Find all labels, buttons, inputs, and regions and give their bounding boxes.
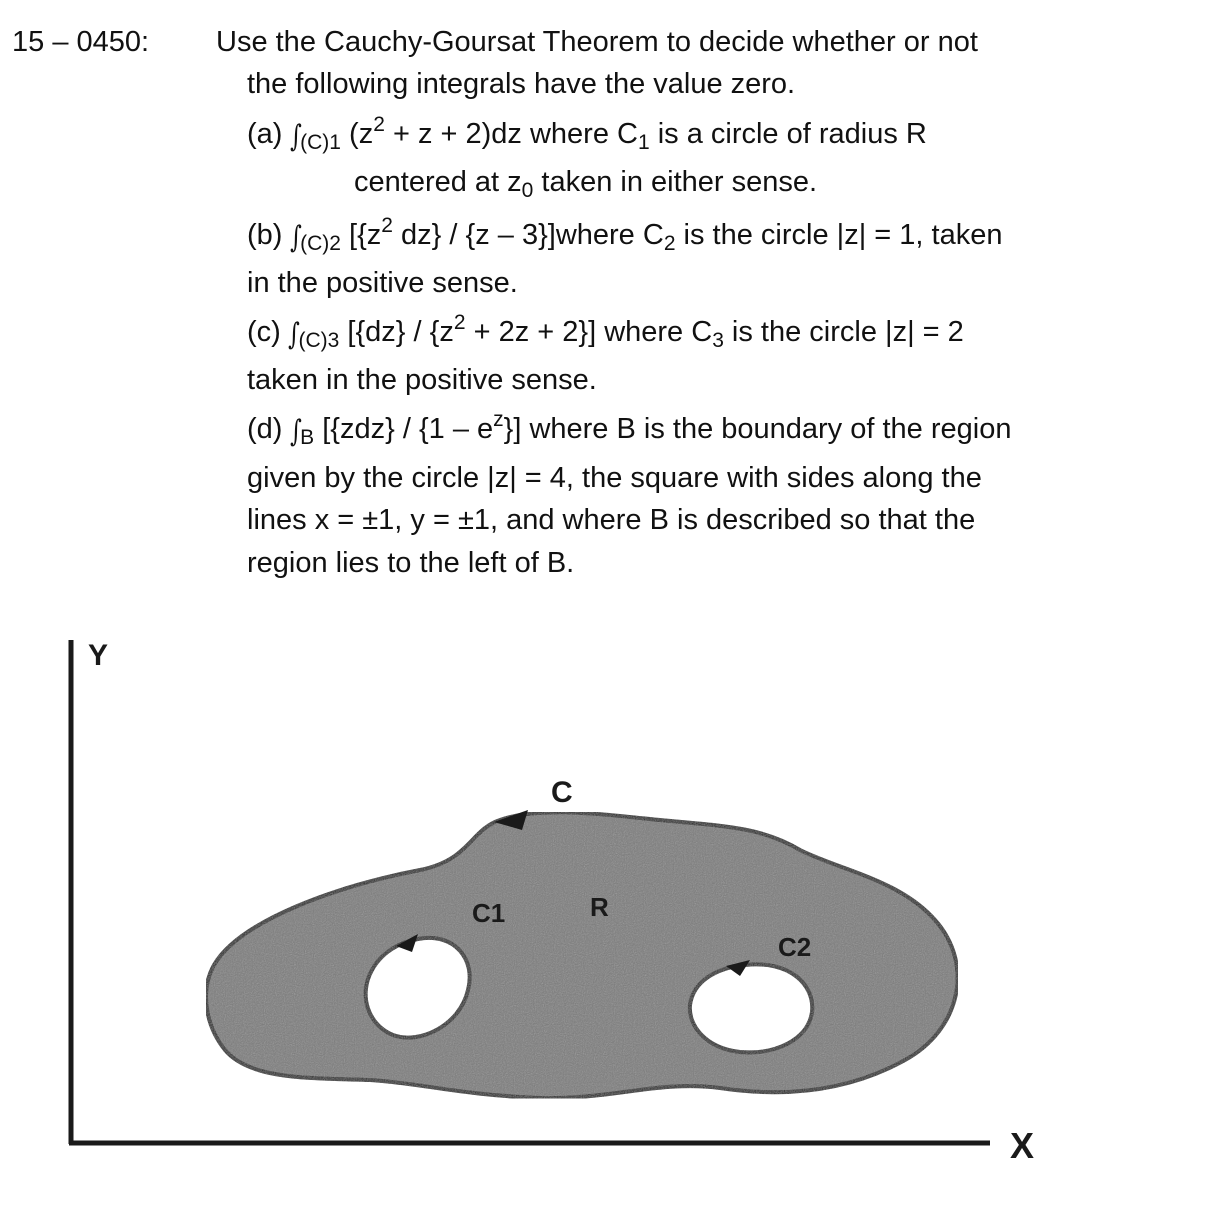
part-a-line-2: [354, 162, 817, 202]
part-a-tail: is a circle of radius R: [649, 118, 927, 150]
hole2-label: C2: [778, 932, 812, 962]
part-c-line-1: [247, 312, 964, 355]
part-b-contour: (C)2: [300, 232, 341, 255]
part-d-contour: B: [300, 426, 315, 449]
intro-line-2: the following integrals have the value zero.: [247, 68, 796, 100]
part-d-exponent: z: [493, 408, 504, 431]
part-b-tail: is the circle |z| = 1, taken: [675, 219, 1003, 251]
part-d-line-1: [247, 409, 1011, 452]
part-c-line-2: taken in the positive sense.: [247, 364, 597, 396]
part-d-expr-rest: }] where B is the boundary of the region: [503, 413, 1012, 445]
part-b-expr-open: [{z: [340, 219, 382, 251]
part-a-line2-pre: centered at z: [354, 166, 522, 198]
part-d-expr-open: [{zdz} / {1 – e: [314, 413, 494, 445]
integral-sign-icon: ∫: [289, 119, 302, 154]
part-b-exponent: 2: [381, 214, 393, 237]
intro-line-1: Use the Cauchy-Goursat Theorem to decide whether or not: [216, 26, 978, 58]
part-a-line2-post: taken in either sense.: [533, 166, 818, 198]
part-b-prefix: (b): [247, 219, 291, 251]
integral-sign-icon: ∫: [289, 414, 302, 449]
problem-number: 15 – 0450:: [12, 26, 150, 58]
y-axis-label: Y: [88, 639, 109, 672]
part-a-exponent: 2: [373, 113, 385, 136]
x-axis-label: X: [1010, 1125, 1035, 1166]
part-a-expr-open: (z: [340, 118, 374, 150]
part-a-line-1: [247, 114, 927, 157]
region-label: R: [590, 892, 609, 922]
outer-contour-label: C: [551, 776, 573, 809]
hole1-label: C1: [472, 898, 506, 928]
part-d-line-3: lines x = ±1, y = ±1, and where B is described so that the: [247, 504, 976, 536]
part-a-expr-rest: + z + 2)dz where C: [384, 118, 638, 150]
region-figure: [0, 600, 1224, 1206]
part-a-contour: (C)1: [300, 131, 341, 154]
part-c-exponent: 2: [453, 311, 466, 334]
part-c-c-subscript: 3: [712, 329, 724, 352]
part-c-tail: is the circle |z| = 2: [723, 316, 964, 348]
part-b-line-1: [247, 215, 1002, 258]
integral-sign-icon: ∫: [289, 220, 302, 255]
shaded-region: [206, 812, 958, 1098]
part-c-expr-rest: + 2z + 2}] where C: [465, 316, 713, 348]
integral-sign-icon: ∫: [287, 317, 300, 352]
part-a-line2-sub: 0: [521, 179, 534, 202]
part-d-line-2: given by the circle |z| = 4, the square with sides along the: [247, 462, 982, 494]
part-c-prefix: (c): [247, 316, 289, 348]
part-d-prefix: (d): [247, 413, 291, 445]
part-b-line-2: in the positive sense.: [247, 267, 518, 299]
part-b-expr-rest: dz} / {z – 3}]where C: [392, 219, 664, 251]
part-b-c-subscript: 2: [663, 232, 676, 255]
part-a-c-subscript: 1: [637, 131, 650, 154]
part-c-expr-open: [{dz} / {z: [339, 316, 454, 348]
part-a-prefix: (a): [247, 118, 291, 150]
part-c-contour: (C)3: [298, 329, 340, 352]
part-d-line-4: region lies to the left of B.: [247, 547, 575, 579]
